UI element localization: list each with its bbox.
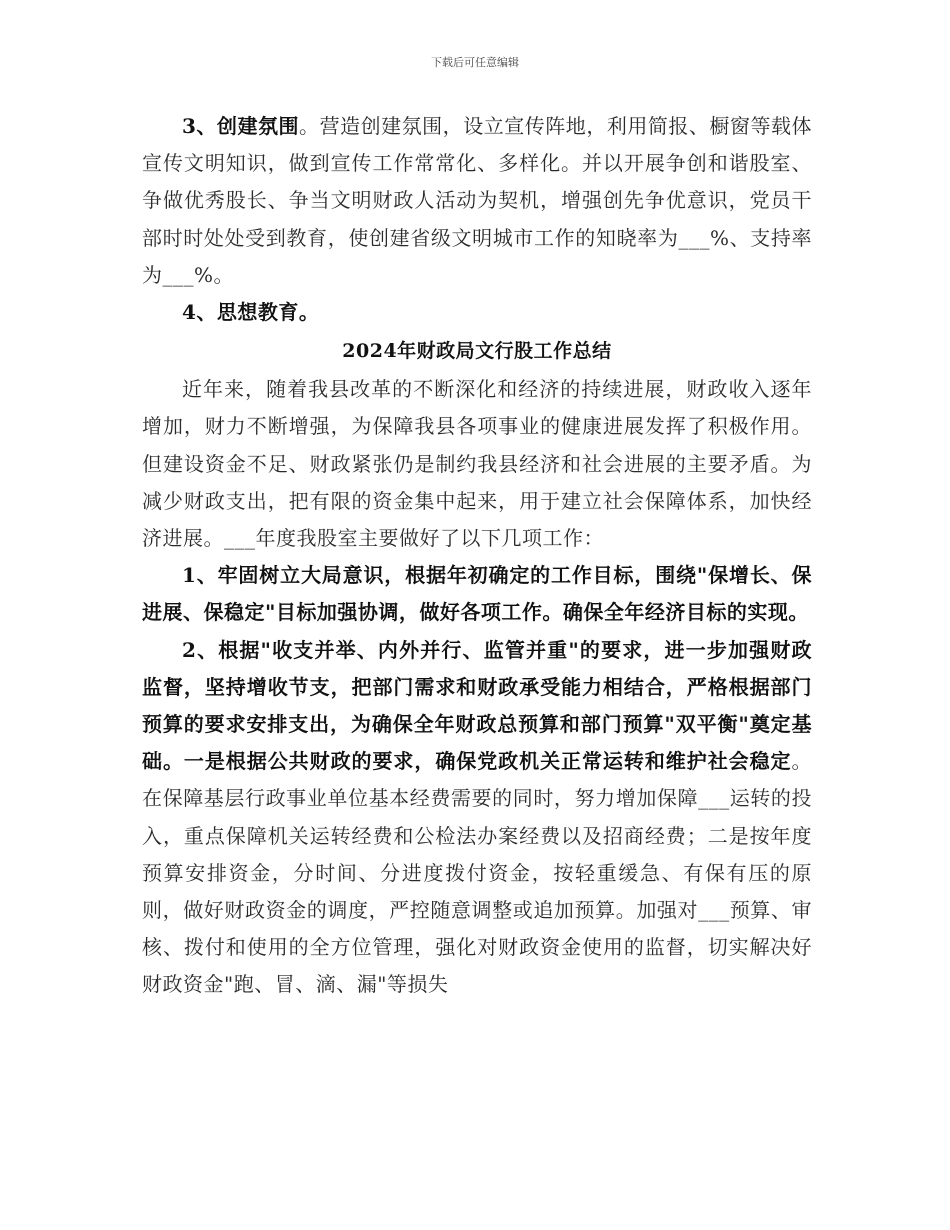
page-header: 下载后可任意编辑 [431,56,519,69]
paragraph-point-1 [142,557,812,631]
paragraph-point-2 [142,632,812,1004]
paragraph-section-4 [142,294,812,331]
point-2-bold-text: 2、根据"收支并举、内外并行、监管并重"的要求，进一步加强财政监督，坚持增收节支，把部门需求和财政承受能力相结合，严格根据部门预算的要求安排支出，为确保全年财政总预算和部门预算"双平衡"奠定基础。一是根据公共财政的要求，确保党政机关正常运转和维护社会稳定 [142,637,812,774]
document-body [142,108,812,1004]
document-title: 2024年财政局文行股工作总结 [342,340,612,363]
paragraph-intro: 近年来，随着我县改革的不断深化和经济的持续进展，财政收入逐年增加，财力不断增强，为保障我县各项事业的健康进展发挥了积极作用。但建设资金不足、财政紧张仍是制约我县经济和社会进展的主要矛盾。为减少财政支出，把有限的资金集中起来，用于建立社会保障体系，加快经济进展。___年度我股室主要做好了以下几项工作： [142,377,812,551]
point-1-text: 1、牢固树立大局意识，根据年初确定的工作目标，围绕"保增长、保进展、保稳定"目标加强协调，做好各项工作。确保全年经济目标的实现。 [142,563,812,625]
paragraph-section-3 [142,108,812,294]
section-3-heading: 3、创建氛围 [182,114,300,138]
point-2-body: 。在保障基层行政事业单位基本经费需要的同时，努力增加保障___运转的投入，重点保障机关运转经费和公检法办案经费以及招商经费；二是按年度预算安排资金，分时间、分进度拨付资金，按轻重缓急、有保有压的原则，做好财政资金的调度，严控随意调整或追加预算。加强对___预算、审核、拨付和使用的全方位管理，强化对财政资金使用的监督，切实解决好财政资金"跑、冒、滴、漏"等损失 [142,749,812,997]
section-4-heading: 4、思想教育。 [182,300,320,325]
section-3-body: 。营造创建氛围，设立宣传阵地，利用简报、橱窗等载体宣传文明知识，做到宣传工作常常化、多样化。并以开展争创和谐股室、争做优秀股长、争当文明财政人活动为契机，增强创先争优意识，党员干部时时处处受到教育，使创建省级文明城市工作的知晓率为___%、支持率为___%。 [142,114,813,287]
